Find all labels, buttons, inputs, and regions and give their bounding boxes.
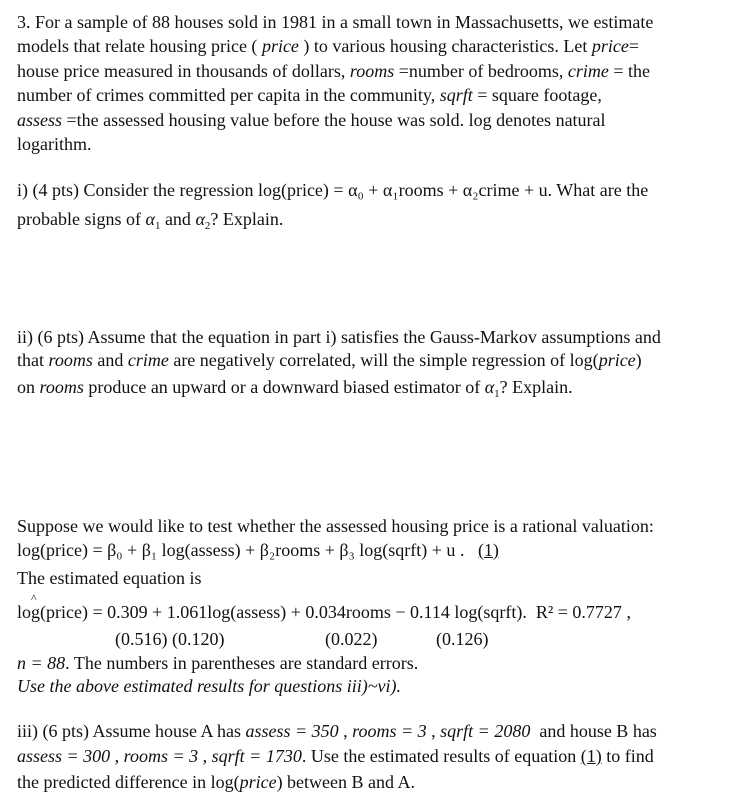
sample-size-line: n = 88. The numbers in parentheses are standard errors. bbox=[17, 653, 419, 673]
question-3-line-1: iii) (6 pts) Assume house A has assess = 350 , rooms = 3 , sqrft = 2080 and house B has bbox=[17, 721, 657, 741]
intro-line-4: number of crimes committed per capita in the community, sqrft = square footage, bbox=[17, 85, 602, 105]
question-2-line-3: on rooms produce an upward or a downward biased estimator of $\alpha_1$? Explain. bbox=[17, 377, 573, 400]
question-3-line-2: assess = 300 , rooms = 3 , sqrft = 1730. Use the estimated results of equation (1) to find bbox=[17, 746, 654, 766]
question-1-line-2: probable signs of $\alpha_1$ and $\alpha_2$? Explain. bbox=[17, 209, 284, 232]
intro-line-3: house price measured in thousands of dollars, rooms =number of bedrooms, crime = the bbox=[17, 61, 651, 81]
std-errors-2: (0.022) bbox=[325, 629, 378, 649]
intro-line-1: 3. For a sample of 88 houses sold in 1981 in a small town in Massachusetts, we estimate bbox=[17, 12, 654, 32]
std-errors-1: (0.516) (0.120) bbox=[115, 629, 225, 649]
intro-line-2: models that relate housing price ( price ) to various housing characteristics. Let price= bbox=[17, 36, 639, 56]
question-1-line-1: i) (4 pts) Consider the regression log(price) = α₀ + α₁rooms + α₂crime + u. What are the bbox=[17, 180, 649, 200]
question-2-line-2: that rooms and crime are negatively correlated, will the simple regression of log(price) bbox=[17, 350, 642, 370]
model-line-1: Suppose we would like to test whether the assessed housing price is a rational valuation: bbox=[17, 516, 654, 536]
r-squared: R² = 0.7727 bbox=[535, 602, 622, 622]
std-errors-3: (0.126) bbox=[436, 629, 489, 649]
intro-line-5: assess =the assessed housing value before the house was sold. log denotes natural bbox=[17, 110, 606, 130]
estimated-equation: ^ log(price) = 0.309 + 1.061log(assess) + 0.034rooms − 0.114 log(sqrft). R² = 0.7727 , bbox=[17, 591, 631, 622]
model-line-3: The estimated equation is bbox=[17, 568, 202, 588]
equation-number: (1) bbox=[477, 540, 499, 560]
question-3-line-3: the predicted difference in log(price) between B and A. bbox=[17, 772, 416, 792]
use-results-note: Use the above estimated results for questions iii)~vi). bbox=[17, 676, 402, 696]
intro-line-6: logarithm. bbox=[17, 134, 92, 154]
question-2-line-1: ii) (6 pts) Assume that the equation in part i) satisfies the Gauss-Markov assumptions and bbox=[17, 327, 661, 347]
model-equation-1: log(price) = β₀ + β₁ log(assess) + β₂rooms + β₃ log(sqrft) + u . (1) bbox=[17, 540, 499, 560]
regression-equation-1: log(price) = α₀ + α₁rooms + α₂crime + u bbox=[257, 180, 548, 200]
